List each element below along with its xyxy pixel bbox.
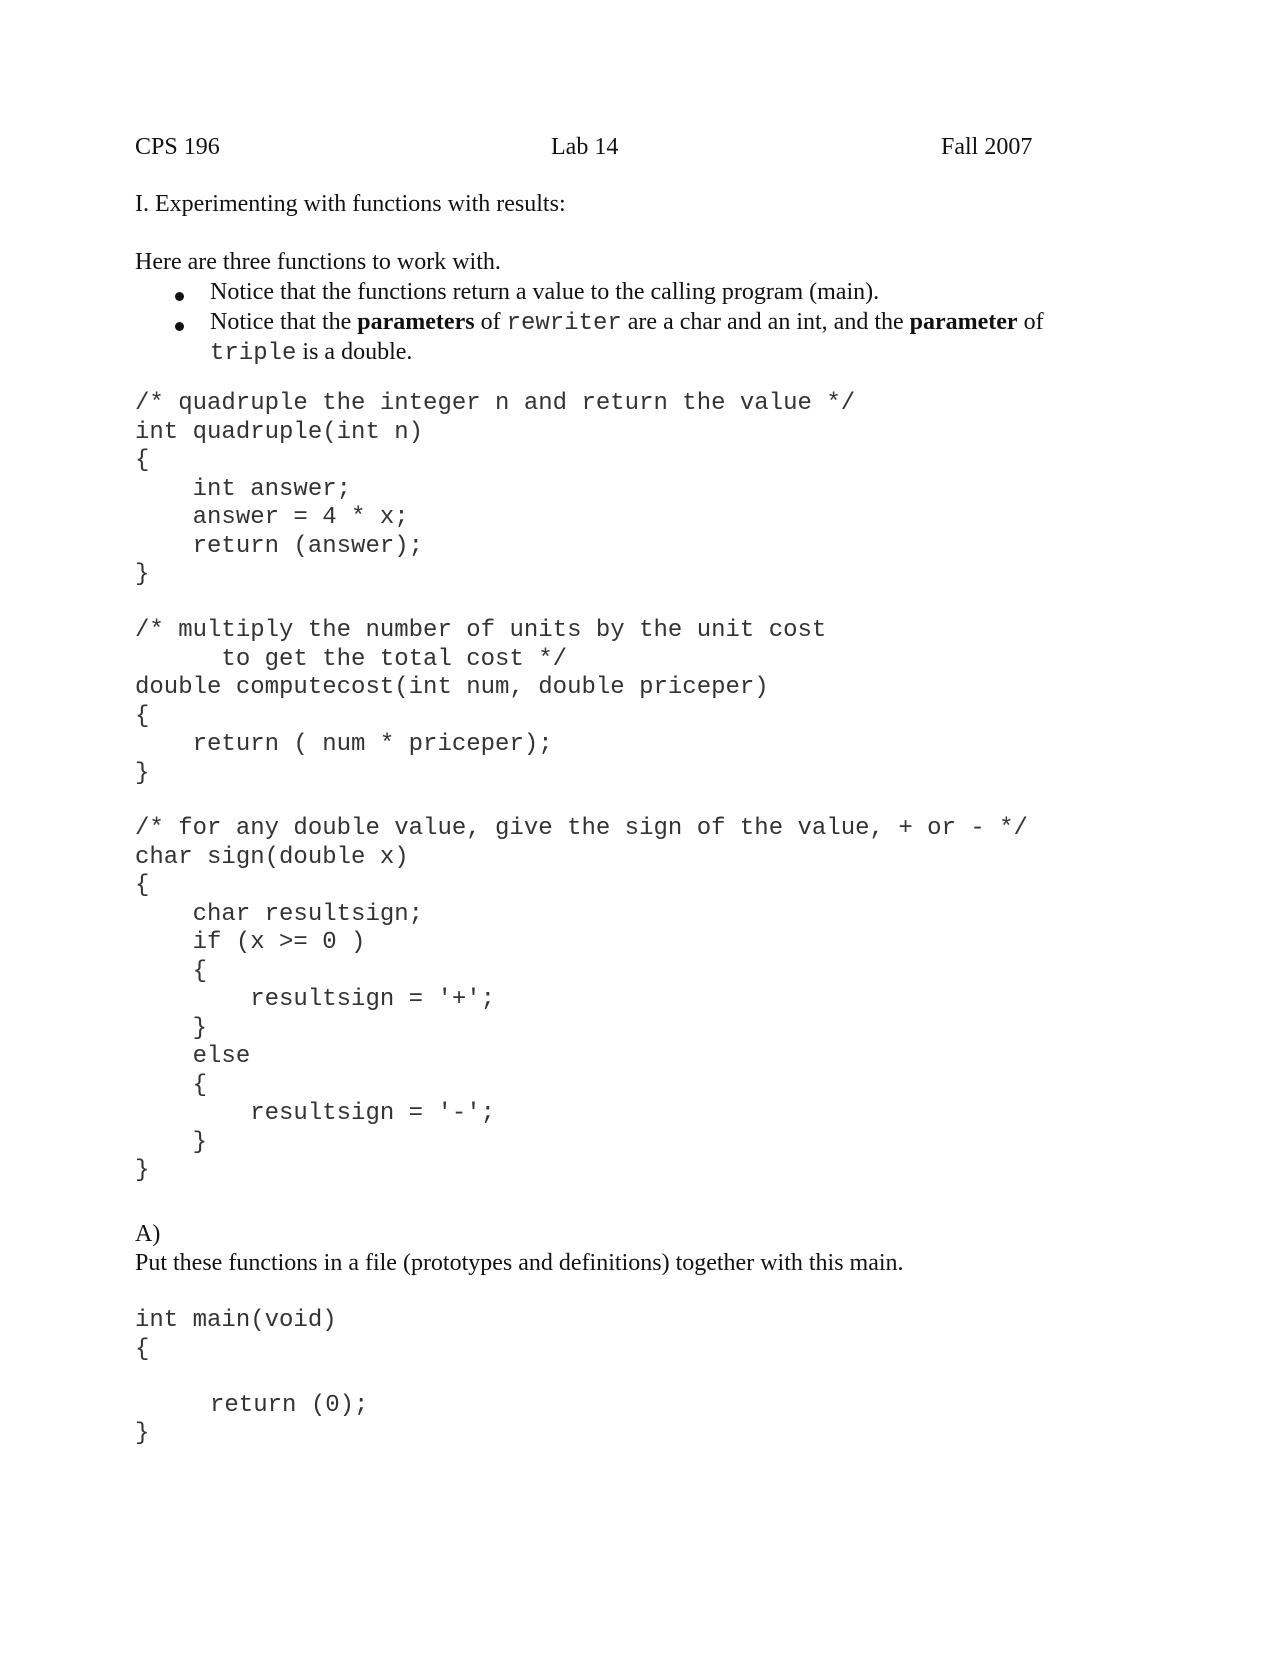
bullet-2-bold-parameters: parameters xyxy=(357,309,475,335)
bullet-2-text-5: is a double. xyxy=(296,339,413,365)
code-quadruple: /* quadruple the integer n and return the value */ int quadruple(int n) { int answer; answer = 4 * x; return (answer); } xyxy=(135,390,856,588)
lab-number: Lab 14 xyxy=(551,134,619,160)
part-a-label: A) xyxy=(135,1221,161,1247)
bullet-2-bold-parameter: parameter xyxy=(909,309,1018,335)
code-main-return: return (0); xyxy=(210,1392,369,1419)
bullet-2-text-1: Notice that the xyxy=(210,309,358,335)
bullet-item-2-continued xyxy=(210,338,412,368)
code-main-header: int main(void) { xyxy=(135,1307,337,1363)
code-main-close: } xyxy=(135,1420,150,1447)
section-heading: I. Experimenting with functions with results: xyxy=(135,191,566,217)
code-computecost: /* multiply the number of units by the unit cost to get the total cost */ double computecost(int num, double priceper) { return ( num * priceper); } xyxy=(135,617,827,787)
bullet-2-code-rewriter: rewriter xyxy=(506,310,622,337)
bullet-item-2 xyxy=(210,308,1044,338)
code-sign: /* for any double value, give the sign of the value, + or - */ char sign(double x) { char resultsign; if (x >= 0 ) { resultsign = '+'; } else { resultsign = '-'; } } xyxy=(135,815,1028,1184)
term: Fall 2007 xyxy=(941,134,1033,160)
course-title: CPS 196 xyxy=(135,134,220,160)
bullet-item-1: Notice that the functions return a value to the calling program (main). xyxy=(210,279,880,305)
bullet-icon xyxy=(175,292,184,301)
bullet-2-code-triple: triple xyxy=(210,340,297,367)
bullet-2-text-4: of xyxy=(1017,309,1044,335)
bullet-2-text-3: are a char and an int, and the xyxy=(621,309,910,335)
part-a-instructions: Put these functions in a file (prototypes and definitions) together with this main. xyxy=(135,1250,904,1276)
bullet-2-text-2: of xyxy=(474,309,507,335)
intro-text: Here are three functions to work with. xyxy=(135,249,501,275)
bullet-icon xyxy=(175,322,184,331)
